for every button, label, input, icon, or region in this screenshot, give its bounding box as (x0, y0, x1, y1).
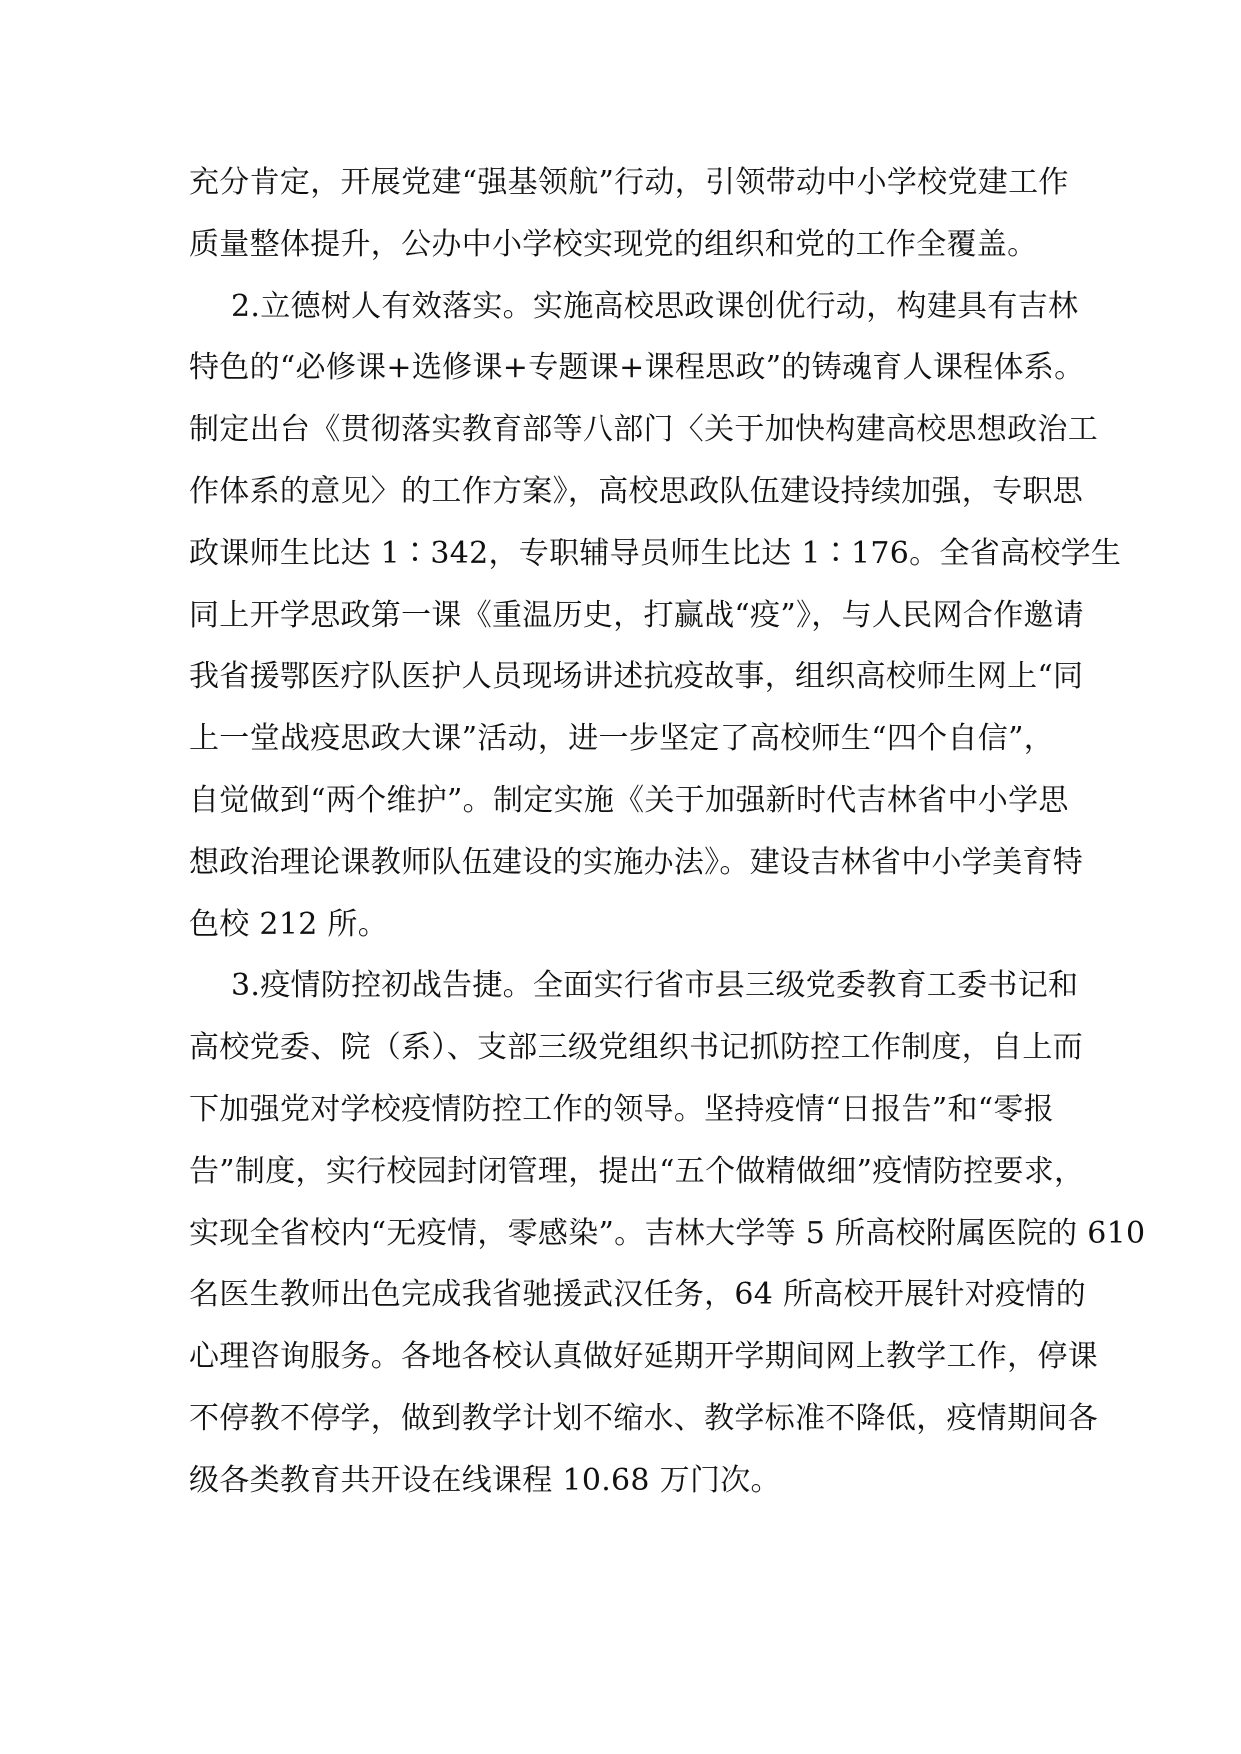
text-line: 同上开学思政第一课《重温历史，打赢战“疫”》，与人民网合作邀请 (189, 597, 1084, 633)
text-line: 心理咨询服务。各地各校认真做好延期开学期间网上教学工作，停课 (189, 1339, 1098, 1375)
text-line: 高校党委、院（系）、支部三级党组织书记抓防控工作制度，自上而 (189, 1030, 1083, 1066)
text-line: 特色的“必修课+选修课+专题课+课程思政”的铸魂育人课程体系。 (189, 350, 1085, 386)
paragraph-first-line: 3.疫情防控初战告捷。全面实行省市县三级党委教育工委书记和 (231, 968, 1079, 1004)
text-line: 质量整体提升，公办中小学校实现党的组织和党的工作全覆盖。 (189, 226, 1038, 262)
paragraph-first-line: 2.立德树人有效落实。实施高校思政课创优行动，构建具有吉林 (231, 288, 1079, 324)
text-line: 充分肯定，开展党建“强基领航”行动，引领带动中小学校党建工作 (189, 165, 1069, 200)
text-line: 不停教不停学，做到教学计划不缩水、教学标准不降低，疫情期间各 (189, 1400, 1098, 1436)
paragraph-party-building (189, 152, 1069, 276)
text-line: 自觉做到“两个维护”。制定实施《关于加强新时代吉林省中小学思 (189, 782, 1069, 818)
text-line: 我省援鄂医疗队医护人员现场讲述抗疫故事，组织高校师生网上“同 (189, 659, 1084, 695)
document-body (189, 152, 1146, 1512)
paragraph-moral-education (189, 276, 1122, 956)
text-line: 上一堂战疫思政大课”活动，进一步坚定了高校师生“四个自信”， (189, 721, 1055, 757)
text-line: 级各类教育共开设在线课程 10.68 万门次。 (189, 1462, 781, 1498)
paragraph-epidemic-control (189, 955, 1146, 1511)
text-line: 告”制度，实行校园封闭管理，提出“五个做精做细”疫情防控要求， (189, 1153, 1085, 1189)
text-line: 想政治理论课教师队伍建设的实施办法》。建设吉林省中小学美育特 (189, 844, 1083, 880)
text-line: 下加强党对学校疫情防控工作的领导。坚持疫情“日报告”和“零报 (189, 1091, 1055, 1127)
text-line: 作体系的意见〉的工作方案》，高校思政队伍建设持续加强，专职思 (189, 473, 1083, 509)
text-line: 政课师生比达 1∶342，专职辅导员师生比达 1∶176。全省高校学生 (189, 535, 1122, 571)
text-line: 名医生教师出色完成我省驰援武汉任务，64 所高校开展针对疫情的 (189, 1277, 1087, 1313)
text-line: 实现全省校内“无疫情，零感染”。吉林大学等 5 所高校附属医院的 610 (189, 1215, 1146, 1251)
text-line: 色校 212 所。 (189, 906, 389, 942)
text-line: 制定出台《贯彻落实教育部等八部门〈关于加快构建高校思想政治工 (189, 412, 1098, 448)
